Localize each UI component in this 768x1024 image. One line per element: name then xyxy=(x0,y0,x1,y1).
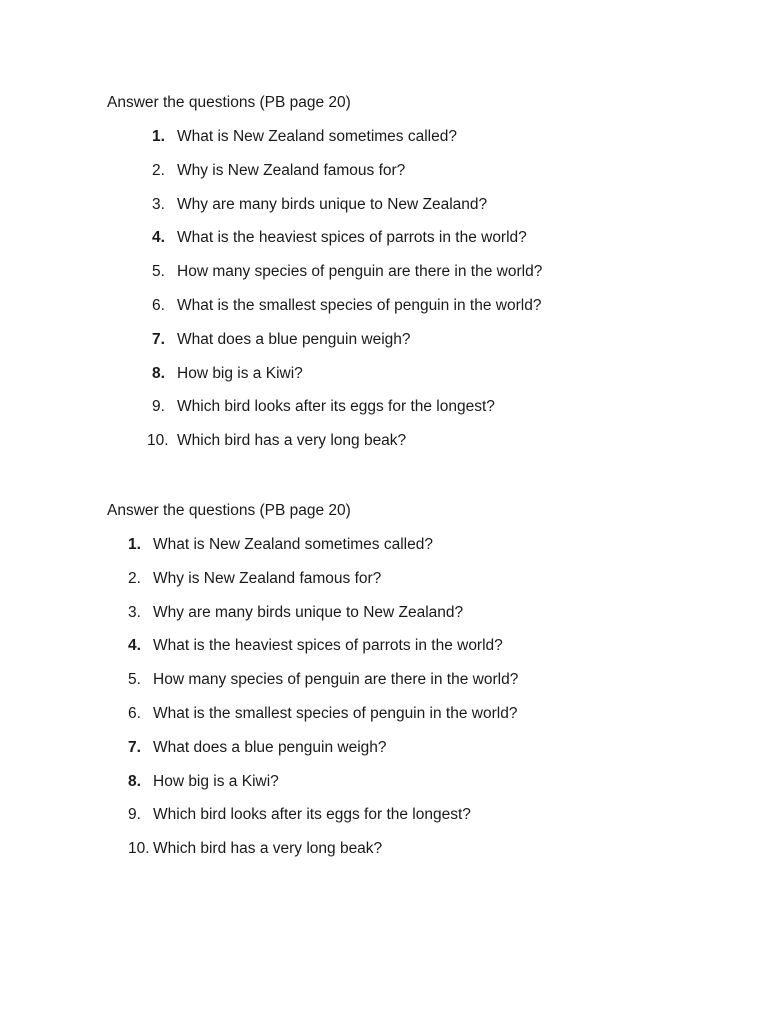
question-number: 6. xyxy=(152,296,165,314)
question-item xyxy=(107,534,727,556)
question-number: 8. xyxy=(128,772,141,790)
question-section-2 xyxy=(107,500,727,872)
question-number: 3. xyxy=(128,603,141,621)
question-item xyxy=(107,329,727,351)
question-list xyxy=(107,126,727,452)
question-section-1 xyxy=(107,92,727,464)
question-item xyxy=(107,703,727,725)
question-item xyxy=(107,838,727,860)
question-text: What is New Zealand sometimes called? xyxy=(153,536,433,553)
question-item xyxy=(107,430,727,452)
section-heading: Answer the questions (PB page 20) xyxy=(107,502,351,519)
question-item xyxy=(107,396,727,418)
question-item xyxy=(107,568,727,590)
question-number: 10. xyxy=(147,432,169,450)
question-text: What is the smallest species of penguin in the world? xyxy=(153,704,518,722)
question-text: Why is New Zealand famous for? xyxy=(153,569,382,587)
question-item xyxy=(107,771,727,793)
question-text: How many species of penguin are there in the world? xyxy=(177,263,543,281)
question-item xyxy=(107,635,727,657)
question-text: What is the smallest species of penguin in the world? xyxy=(177,296,542,314)
question-number: 3. xyxy=(152,195,165,213)
question-number: 5. xyxy=(152,263,165,281)
question-number: 1. xyxy=(152,128,165,145)
question-item xyxy=(107,737,727,759)
question-number: 2. xyxy=(128,569,141,587)
question-item xyxy=(107,804,727,826)
question-text: What is New Zealand sometimes called? xyxy=(177,128,457,145)
question-item xyxy=(107,126,727,148)
question-item xyxy=(107,295,727,317)
question-number: 4. xyxy=(128,637,141,655)
question-item xyxy=(107,160,727,182)
question-list xyxy=(107,534,727,860)
question-text: How big is a Kiwi? xyxy=(177,364,303,382)
question-item xyxy=(107,363,727,385)
question-number: 4. xyxy=(152,229,165,247)
question-number: 2. xyxy=(152,161,165,179)
question-number: 1. xyxy=(128,536,141,553)
question-number: 9. xyxy=(152,398,165,416)
question-item xyxy=(107,261,727,283)
question-text: What is the heaviest spices of parrots in the world? xyxy=(177,229,527,247)
question-item xyxy=(107,227,727,249)
question-text: How many species of penguin are there in the world? xyxy=(153,671,519,689)
question-text: How big is a Kiwi? xyxy=(153,772,279,790)
question-number: 9. xyxy=(128,806,141,824)
question-text: Which bird has a very long beak? xyxy=(153,840,383,858)
question-item xyxy=(107,194,727,216)
question-item xyxy=(107,669,727,691)
question-text: What does a blue penguin weigh? xyxy=(177,330,411,348)
question-text: Why are many birds unique to New Zealand? xyxy=(177,195,488,213)
question-text: Which bird has a very long beak? xyxy=(177,432,407,450)
question-number: 5. xyxy=(128,671,141,689)
question-text: Which bird looks after its eggs for the longest? xyxy=(177,398,495,416)
question-text: Why is New Zealand famous for? xyxy=(177,161,406,179)
question-item xyxy=(107,602,727,624)
question-number: 6. xyxy=(128,704,141,722)
question-number: 10. xyxy=(128,840,150,858)
question-text: Which bird looks after its eggs for the longest? xyxy=(153,806,471,824)
section-heading: Answer the questions (PB page 20) xyxy=(107,94,351,111)
question-text: What does a blue penguin weigh? xyxy=(153,738,387,756)
question-text: What is the heaviest spices of parrots in the world? xyxy=(153,637,503,655)
question-number: 7. xyxy=(128,738,141,756)
question-number: 8. xyxy=(152,364,165,382)
question-number: 7. xyxy=(152,330,165,348)
question-text: Why are many birds unique to New Zealand? xyxy=(153,603,464,621)
